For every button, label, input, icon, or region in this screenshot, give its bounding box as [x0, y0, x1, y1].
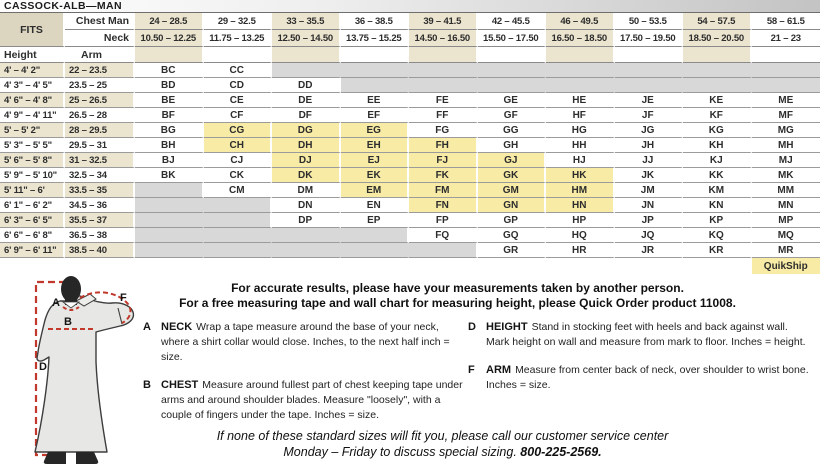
- spacer-cell: [546, 47, 615, 63]
- empty-cell: [272, 63, 341, 78]
- neck-range-cell: 21 – 23: [752, 30, 820, 47]
- arm-range-cell: 23.5 – 25: [65, 78, 135, 93]
- empty-cell: [341, 63, 410, 78]
- spacer-cell: [409, 47, 478, 63]
- spacer-cell: [478, 47, 547, 63]
- size-code-cell: HQ: [546, 228, 615, 243]
- figure-label-a: A: [52, 297, 60, 309]
- empty-cell: [135, 183, 204, 198]
- size-code-cell: JR: [615, 243, 684, 258]
- arm-range-cell: 34.5 – 36: [65, 198, 135, 213]
- blank-cell: [272, 258, 341, 274]
- height-label: Height: [0, 47, 65, 63]
- empty-cell: [615, 63, 684, 78]
- size-code-cell: HJ: [546, 153, 615, 168]
- chest-range-cell: 42 – 45.5: [478, 13, 547, 30]
- size-code-cell: EG: [341, 123, 410, 138]
- empty-cell: [683, 78, 752, 93]
- size-code-cell: JQ: [615, 228, 684, 243]
- empty-cell: [341, 78, 410, 93]
- neck-range-cell: 18.50 – 20.50: [683, 30, 752, 47]
- size-code-cell: CK: [204, 168, 273, 183]
- size-code-cell: JG: [615, 123, 684, 138]
- instruction-key: D: [468, 321, 476, 333]
- quikship-badge: QuikShip: [752, 258, 820, 274]
- size-code-cell: DK: [272, 168, 341, 183]
- height-range-cell: 6' 1" – 6' 2": [0, 198, 65, 213]
- size-code-cell: GP: [478, 213, 547, 228]
- size-code-cell: GE: [478, 93, 547, 108]
- size-code-cell: DF: [272, 108, 341, 123]
- size-code-cell: FP: [409, 213, 478, 228]
- blank-cell: [478, 258, 547, 274]
- size-code-cell: HP: [546, 213, 615, 228]
- empty-cell: [341, 243, 410, 258]
- chest-range-cell: 36 – 38.5: [341, 13, 410, 30]
- size-code-cell: HF: [546, 108, 615, 123]
- empty-cell: [135, 198, 204, 213]
- size-code-cell: HN: [546, 198, 615, 213]
- instruction-term: NECK: [161, 321, 193, 333]
- empty-cell: [409, 63, 478, 78]
- chest-range-cell: 39 – 41.5: [409, 13, 478, 30]
- empty-cell: [204, 213, 273, 228]
- instruction-key: F: [468, 364, 475, 376]
- size-code-cell: GF: [478, 108, 547, 123]
- size-code-cell: JP: [615, 213, 684, 228]
- size-code-cell: FN: [409, 198, 478, 213]
- size-code-cell: BE: [135, 93, 204, 108]
- instruction-text: CHEST Measure around fullest part of chest keeping tape under arms and around shoulder blades. Measure "loosely", with a couple of fingers under the tape. Inches = size.: [161, 379, 463, 421]
- blank-cell: [683, 258, 752, 274]
- size-code-cell: MF: [752, 108, 820, 123]
- size-code-cell: KG: [683, 123, 752, 138]
- chest-range-cell: 50 – 53.5: [615, 13, 684, 30]
- empty-cell: [478, 78, 547, 93]
- empty-cell: [341, 228, 410, 243]
- size-code-cell: EK: [341, 168, 410, 183]
- size-code-cell: FF: [409, 108, 478, 123]
- size-code-cell: FQ: [409, 228, 478, 243]
- spacer-cell: [135, 47, 204, 63]
- size-code-cell: KM: [683, 183, 752, 198]
- size-code-cell: KF: [683, 108, 752, 123]
- blank-cell: [341, 258, 410, 274]
- page-title: CASSOCK-ALB—MAN: [0, 0, 820, 13]
- spacer-cell: [615, 47, 684, 63]
- figure-robe: [35, 296, 133, 452]
- height-range-cell: 5' 9" – 5' 10": [0, 168, 65, 183]
- size-code-cell: HE: [546, 93, 615, 108]
- size-code-cell: EF: [341, 108, 410, 123]
- spacer-cell: [204, 47, 273, 63]
- chest-range-cell: 33 – 35.5: [272, 13, 341, 30]
- size-code-cell: FH: [409, 138, 478, 153]
- spacer-cell: [272, 47, 341, 63]
- arm-range-cell: 25 – 26.5: [65, 93, 135, 108]
- size-code-cell: KJ: [683, 153, 752, 168]
- size-code-cell: JF: [615, 108, 684, 123]
- size-code-cell: CE: [204, 93, 273, 108]
- size-code-cell: GG: [478, 123, 547, 138]
- size-code-cell: GM: [478, 183, 547, 198]
- size-code-cell: BH: [135, 138, 204, 153]
- size-code-cell: HH: [546, 138, 615, 153]
- neck-range-cell: 10.50 – 12.25: [135, 30, 204, 47]
- size-code-cell: GJ: [478, 153, 547, 168]
- instruction-text: HEIGHT Stand in stocking feet with heels and back against wall. Mark height on wall and measure from mark to floor. Inches = height.: [486, 321, 806, 348]
- chest-range-cell: 46 – 49.5: [546, 13, 615, 30]
- size-code-cell: JM: [615, 183, 684, 198]
- size-code-cell: MQ: [752, 228, 820, 243]
- arm-range-cell: 22 – 23.5: [65, 63, 135, 78]
- size-code-cell: JJ: [615, 153, 684, 168]
- neck-range-cell: 16.50 – 18.50: [546, 30, 615, 47]
- size-code-cell: JK: [615, 168, 684, 183]
- chest-range-cell: 54 – 57.5: [683, 13, 752, 30]
- size-code-cell: CF: [204, 108, 273, 123]
- chest-range-cell: 24 – 28.5: [135, 13, 204, 30]
- size-code-cell: JE: [615, 93, 684, 108]
- size-code-cell: DD: [272, 78, 341, 93]
- size-code-cell: BG: [135, 123, 204, 138]
- neck-range-cell: 13.75 – 15.25: [341, 30, 410, 47]
- size-code-cell: MG: [752, 123, 820, 138]
- size-table: [0, 13, 820, 274]
- size-code-cell: DG: [272, 123, 341, 138]
- spacer-cell: [341, 47, 410, 63]
- empty-cell: [409, 243, 478, 258]
- size-code-cell: EM: [341, 183, 410, 198]
- footer-line-2: [140, 444, 745, 460]
- empty-cell: [204, 198, 273, 213]
- size-code-cell: CM: [204, 183, 273, 198]
- cassock-figure-svg: [0, 270, 140, 470]
- height-range-cell: 6' 9" – 6' 11": [0, 243, 65, 258]
- empty-cell: [546, 78, 615, 93]
- instruction-height: [468, 320, 813, 350]
- arm-range-cell: 38.5 – 40: [65, 243, 135, 258]
- chest-range-cell: 29 – 32.5: [204, 13, 273, 30]
- arm-range-cell: 33.5 – 35: [65, 183, 135, 198]
- blank-cell: [135, 258, 204, 274]
- size-code-cell: KH: [683, 138, 752, 153]
- size-code-cell: BK: [135, 168, 204, 183]
- note-line-1: For accurate results, please have your measurements taken by another person.: [231, 281, 684, 295]
- height-range-cell: 4' – 4' 2": [0, 63, 65, 78]
- size-code-cell: CD: [204, 78, 273, 93]
- chest-man-label: Chest Man: [65, 13, 135, 30]
- size-code-cell: GR: [478, 243, 547, 258]
- empty-cell: [135, 213, 204, 228]
- size-code-cell: MJ: [752, 153, 820, 168]
- size-code-cell: GK: [478, 168, 547, 183]
- special-sizing-note: [140, 428, 745, 460]
- empty-cell: [478, 63, 547, 78]
- size-code-cell: BJ: [135, 153, 204, 168]
- instruction-term: ARM: [486, 364, 512, 376]
- height-range-cell: 5' – 5' 2": [0, 123, 65, 138]
- figure-label-f: F: [120, 292, 127, 304]
- size-code-cell: JN: [615, 198, 684, 213]
- instruction-key: A: [143, 321, 151, 333]
- size-code-cell: CC: [204, 63, 273, 78]
- neck-label: Neck: [65, 30, 135, 47]
- chest-range-cell: 58 – 61.5: [752, 13, 820, 30]
- neck-range-cell: 15.50 – 17.50: [478, 30, 547, 47]
- empty-cell: [752, 63, 820, 78]
- height-range-cell: 5' 11" – 6': [0, 183, 65, 198]
- instruction-term: CHEST: [161, 379, 199, 391]
- figure-foot-right: [76, 452, 98, 464]
- empty-cell: [615, 78, 684, 93]
- size-code-cell: EP: [341, 213, 410, 228]
- instruction-arm: [468, 363, 813, 393]
- size-code-cell: BD: [135, 78, 204, 93]
- size-code-cell: EN: [341, 198, 410, 213]
- empty-cell: [135, 228, 204, 243]
- height-range-cell: 6' 3" – 6' 5": [0, 213, 65, 228]
- figure-head: [61, 276, 81, 302]
- height-range-cell: 5' 3" – 5' 5": [0, 138, 65, 153]
- size-code-cell: CH: [204, 138, 273, 153]
- size-code-cell: FE: [409, 93, 478, 108]
- size-code-cell: BF: [135, 108, 204, 123]
- size-code-cell: MN: [752, 198, 820, 213]
- size-code-cell: FJ: [409, 153, 478, 168]
- instruction-text: ARM Measure from center back of neck, over shoulder to wrist bone. Inches = size.: [486, 364, 809, 391]
- size-code-cell: GN: [478, 198, 547, 213]
- footer-line-2-text: Monday – Friday to discuss special sizing.: [283, 445, 521, 459]
- size-code-cell: DN: [272, 198, 341, 213]
- size-code-cell: MP: [752, 213, 820, 228]
- arm-range-cell: 35.5 – 37: [65, 213, 135, 228]
- size-code-cell: KQ: [683, 228, 752, 243]
- figure-label-d: D: [39, 361, 47, 373]
- size-code-cell: HG: [546, 123, 615, 138]
- empty-cell: [204, 243, 273, 258]
- neck-range-cell: 12.50 – 14.50: [272, 30, 341, 47]
- size-code-cell: BC: [135, 63, 204, 78]
- empty-cell: [546, 63, 615, 78]
- size-code-cell: GQ: [478, 228, 547, 243]
- size-code-cell: MM: [752, 183, 820, 198]
- arm-range-cell: 31 – 32.5: [65, 153, 135, 168]
- empty-cell: [272, 228, 341, 243]
- size-code-cell: DE: [272, 93, 341, 108]
- size-code-cell: CG: [204, 123, 273, 138]
- instruction-text: NECK Wrap a tape measure around the base of your neck, where a shirt collar would close. Inches, to the next half inch = size.: [161, 321, 450, 363]
- arm-range-cell: 36.5 – 38: [65, 228, 135, 243]
- arm-label: Arm: [65, 47, 135, 63]
- size-code-cell: MK: [752, 168, 820, 183]
- footer-line-1: If none of these standard sizes will fit you, please call our customer service center: [216, 429, 669, 443]
- size-code-cell: GH: [478, 138, 547, 153]
- neck-range-cell: 17.50 – 19.50: [615, 30, 684, 47]
- empty-cell: [683, 63, 752, 78]
- empty-cell: [272, 243, 341, 258]
- size-code-cell: FM: [409, 183, 478, 198]
- size-code-cell: MH: [752, 138, 820, 153]
- size-code-cell: CJ: [204, 153, 273, 168]
- height-range-cell: 4' 3" – 4' 5": [0, 78, 65, 93]
- figure-foot-left: [44, 452, 66, 464]
- size-code-cell: DP: [272, 213, 341, 228]
- instruction-term: HEIGHT: [486, 321, 528, 333]
- size-code-cell: HR: [546, 243, 615, 258]
- size-code-cell: DM: [272, 183, 341, 198]
- blank-cell: [409, 258, 478, 274]
- size-code-cell: MR: [752, 243, 820, 258]
- size-code-cell: FG: [409, 123, 478, 138]
- height-range-cell: 4' 9" – 4' 11": [0, 108, 65, 123]
- empty-cell: [204, 228, 273, 243]
- arm-range-cell: 26.5 – 28: [65, 108, 135, 123]
- instruction-neck: [143, 320, 463, 365]
- instructions-left-column: [143, 320, 463, 436]
- empty-cell: [752, 78, 820, 93]
- neck-range-cell: 11.75 – 13.25: [204, 30, 273, 47]
- instruction-key: B: [143, 379, 151, 391]
- size-code-cell: EJ: [341, 153, 410, 168]
- arm-range-cell: 28 – 29.5: [65, 123, 135, 138]
- measurement-notes: [145, 281, 770, 311]
- figure-label-b: B: [64, 316, 72, 328]
- size-code-cell: EH: [341, 138, 410, 153]
- size-code-cell: ME: [752, 93, 820, 108]
- size-code-cell: KN: [683, 198, 752, 213]
- size-code-cell: DH: [272, 138, 341, 153]
- note-line-2: For a free measuring tape and wall chart for measuring height, please Quick Order product 11008.: [179, 296, 736, 310]
- size-code-cell: KK: [683, 168, 752, 183]
- empty-cell: [409, 78, 478, 93]
- size-code-cell: HM: [546, 183, 615, 198]
- size-code-cell: JH: [615, 138, 684, 153]
- size-code-cell: KR: [683, 243, 752, 258]
- spacer-cell: [683, 47, 752, 63]
- measurement-figure: [0, 270, 140, 470]
- size-code-cell: KE: [683, 93, 752, 108]
- instruction-chest: [143, 378, 463, 423]
- empty-cell: [135, 243, 204, 258]
- spacer-cell: [752, 47, 820, 63]
- height-range-cell: 4' 6" – 4' 8": [0, 93, 65, 108]
- phone-number: 800-225-2569.: [520, 445, 602, 459]
- blank-cell: [204, 258, 273, 274]
- arm-range-cell: 32.5 – 34: [65, 168, 135, 183]
- size-code-cell: HK: [546, 168, 615, 183]
- size-code-cell: EE: [341, 93, 410, 108]
- blank-cell: [615, 258, 684, 274]
- blank-cell: [546, 258, 615, 274]
- neck-range-cell: 14.50 – 16.50: [409, 30, 478, 47]
- height-range-cell: 5' 6" – 5' 8": [0, 153, 65, 168]
- fits-header-cell: FITS: [0, 13, 65, 47]
- size-code-cell: DJ: [272, 153, 341, 168]
- size-code-cell: FK: [409, 168, 478, 183]
- size-code-cell: KP: [683, 213, 752, 228]
- instructions-right-column: [468, 320, 813, 406]
- height-range-cell: 6' 6" – 6' 8": [0, 228, 65, 243]
- arm-range-cell: 29.5 – 31: [65, 138, 135, 153]
